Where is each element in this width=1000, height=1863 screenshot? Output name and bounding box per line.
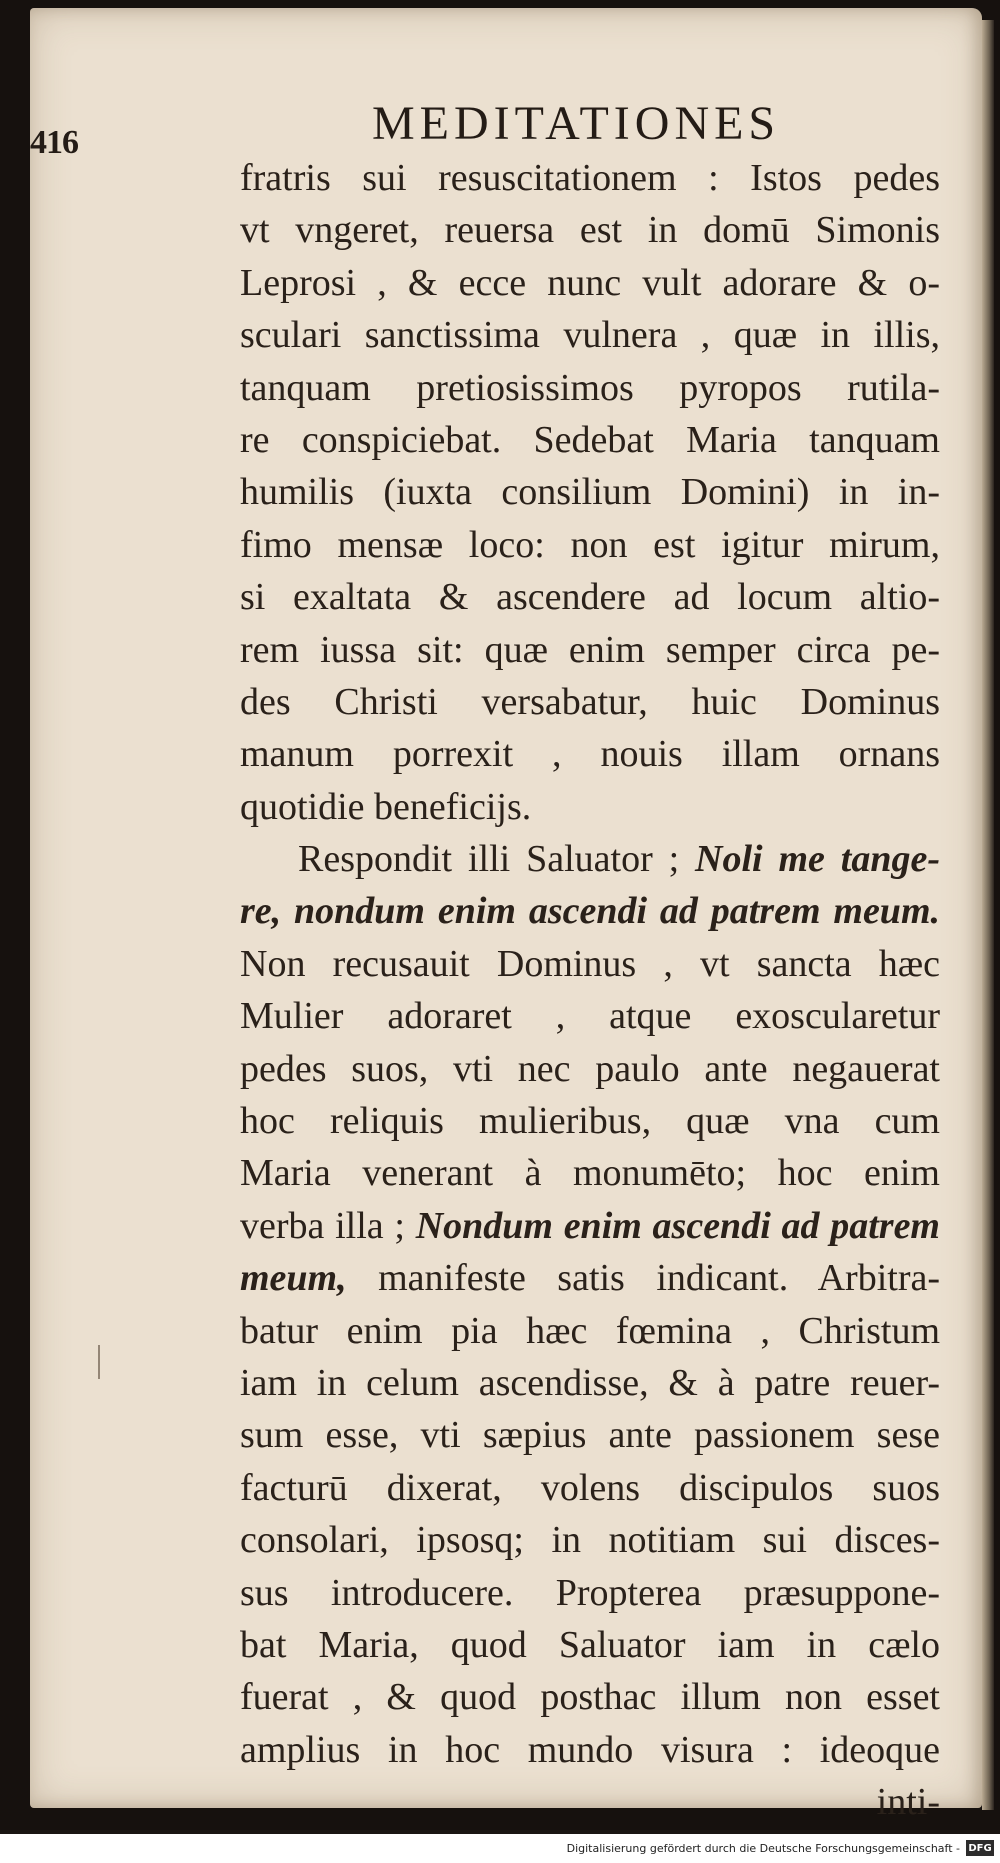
text-span: sus introducere. Propterea præsuppone-: [240, 1571, 940, 1614]
text-span: sculari sanctissima vulnera , quæ in illis,: [240, 314, 940, 357]
text-span: verba illa ;: [240, 1204, 416, 1247]
text-line: [240, 1305, 940, 1357]
text-span: rem iussa sit: quæ enim semper circa pe-: [240, 628, 940, 671]
text-line: [240, 990, 940, 1042]
text-line: [240, 676, 940, 728]
digitization-credit: Digitalisierung gefördert durch die Deutsche Forschungsgemeinschaft -: [566, 1842, 960, 1855]
text-line: [240, 152, 940, 204]
text-span: tanquam pretiosissimos pyropos rutila-: [240, 366, 940, 409]
text-span: vt vngeret, reuersa est in domū Simonis: [240, 209, 940, 252]
text-span: re conspiciebat. Sedebat Maria tanquam: [240, 418, 940, 461]
page-number: 416: [30, 124, 78, 161]
text-span: fimo mensæ loco: non est igitur mirum,: [240, 523, 940, 566]
text-line: [240, 1462, 940, 1514]
text-line: [240, 833, 940, 885]
text-span: facturū dixerat, volens discipulos suos: [240, 1466, 940, 1509]
text-span: manum porrexit , nouis illam ornans: [240, 733, 940, 776]
text-span: pedes suos, vti nec paulo ante negauerat: [240, 1047, 940, 1090]
text-span: hoc reliquis mulieribus, quæ vna cum: [240, 1100, 940, 1143]
text-line: [240, 1567, 940, 1619]
text-line: [240, 1409, 940, 1461]
text-line: [240, 204, 940, 256]
text-span: inti-: [876, 1781, 940, 1824]
text-span: Maria venerant à monumēto; hoc enim: [240, 1152, 940, 1195]
text-span: Leprosi , & ecce nunc vult adorare & o-: [240, 261, 940, 304]
text-line: [240, 938, 940, 990]
text-span: Non recusauit Dominus , vt sancta hæc: [240, 942, 940, 985]
text-span: fuerat , & quod posthac illum non esset: [240, 1676, 940, 1719]
italic-quote: Noli me tange-: [695, 838, 940, 881]
text-span: humilis (iuxta consilium Domini) in in-: [240, 471, 940, 514]
text-span: manifeste satis indicant. Arbitra-: [346, 1257, 940, 1300]
text-line: [240, 1671, 940, 1723]
text-span: sum esse, vti sæpius ante passionem sese: [240, 1414, 940, 1457]
text-line: [240, 1147, 940, 1199]
dfg-logo-icon: DFG: [966, 1840, 994, 1856]
text-line: [240, 309, 940, 361]
running-head: MEDITATIONES: [372, 97, 781, 150]
text-line: [240, 519, 940, 571]
text-line: [240, 1724, 940, 1776]
text-line: [240, 466, 940, 518]
text-span: quotidie beneficijs.: [240, 785, 532, 828]
italic-quote: Nondum enim ascendi ad patrem: [415, 1204, 940, 1247]
text-line: [240, 1514, 940, 1566]
text-line: [240, 1252, 940, 1304]
text-line: [240, 1619, 940, 1671]
text-line: [240, 1095, 940, 1147]
text-line: [240, 571, 940, 623]
text-line: [240, 1043, 940, 1095]
text-line: [240, 1200, 940, 1252]
text-line: [240, 728, 940, 780]
margin-mark: [98, 1345, 106, 1379]
text-span: Mulier adoraret , atque exoscularetur: [240, 995, 940, 1038]
text-span: bat Maria, quod Saluator iam in cælo: [240, 1623, 940, 1666]
text-line: [240, 414, 940, 466]
text-span: iam in celum ascendisse, & à patre reuer-: [240, 1361, 940, 1404]
text-span: Respondit illi Saluator ;: [298, 838, 696, 881]
text-span: des Christi versabatur, huic Dominus: [240, 680, 940, 723]
text-line: [240, 885, 940, 937]
body-text: [240, 152, 940, 1829]
text-span: consolari, ipsosq; in notitiam sui disces-: [240, 1519, 940, 1562]
text-span: si exaltata & ascendere ad locum altio-: [240, 576, 940, 619]
text-span: amplius in hoc mundo visura : ideoque: [240, 1728, 940, 1771]
page-edge: [982, 20, 994, 1810]
italic-quote: meum,: [240, 1257, 347, 1300]
text-line: [240, 624, 940, 676]
text-span: fratris sui resuscitationem : Istos pedes: [240, 157, 940, 199]
text-span: batur enim pia hæc fœmina , Christum: [240, 1309, 940, 1352]
text-line: [240, 781, 940, 833]
text-line: [240, 257, 940, 309]
text-line: [240, 1776, 940, 1828]
text-line: [240, 362, 940, 414]
text-line: [240, 1357, 940, 1409]
italic-quote: re, nondum enim ascendi ad patrem meum.: [240, 890, 940, 933]
